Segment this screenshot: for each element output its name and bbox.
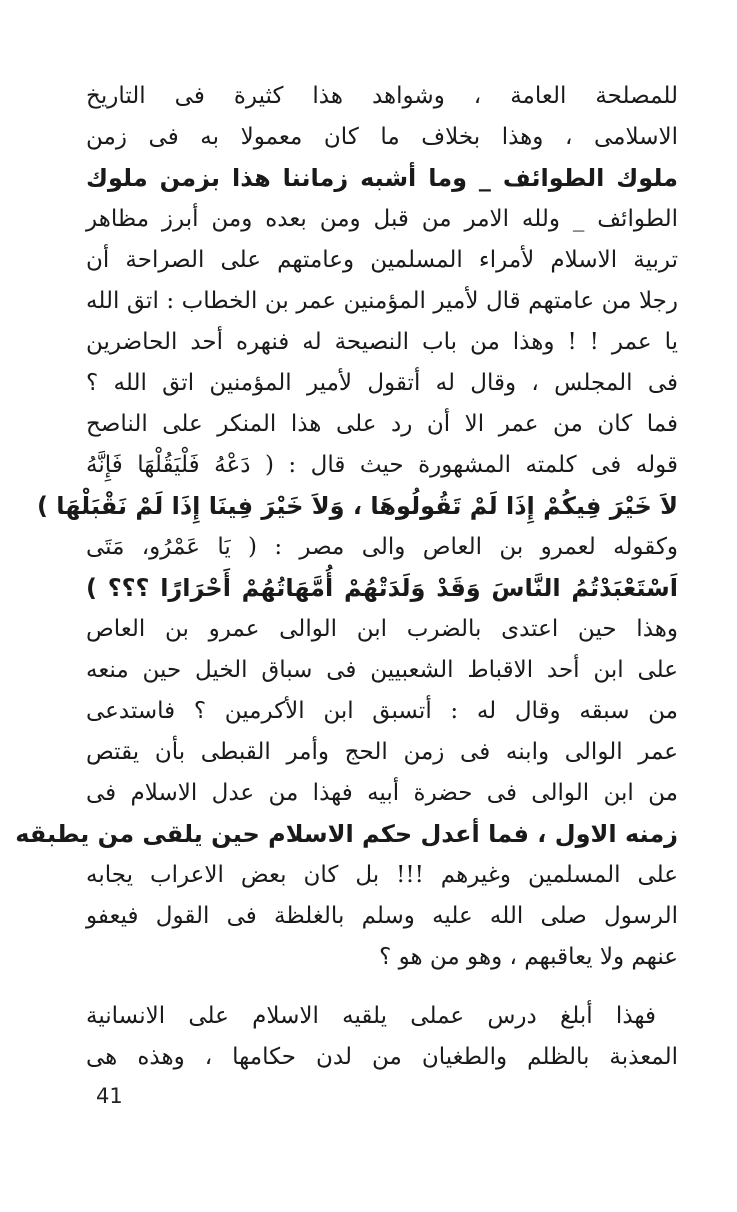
text-line-22: عنهم ولا يعاقبهم ، وهو من هو ؟ [379,944,678,970]
text-line-15: على ابن أحد الاقباط الشعبيين فى سباق الخيل حين منعه [86,657,678,683]
paragraph-gap [86,978,678,996]
paragraph2-line-2: المعذبة بالظلم والطغيان من لدن حكامها ، وهذه هى [86,1044,678,1070]
text-line-13: اَسْتَعْبَدْتُمُ النَّاسَ وَقَدْ وَلَدَتْهُمْ أُمَّهَاتُهُمْ أَحْرَارًا ؟؟؟ ) [86,574,678,602]
text-line-10: قوله فى كلمته المشهورة حيث قال : ( دَعْهُ فَلْيَقُلْهَا فَإِنَّهُ [86,452,678,478]
text-line-2: الاسلامى ، وهذا بخلاف ما كان معمولا به فى زمن [86,124,678,150]
text-line-3: ملوك الطوائف _ وما أشبه زماننا هذا بزمن ملوك [86,164,678,192]
text-line-4: الطوائف _ ولله الامر من قبل ومن بعده ومن أبرز مظاهر [86,206,678,232]
text-line-11: لاَ خَيْرَ فِيكُمْ إِذَا لَمْ تَقُولُوهَا ، وَلاَ خَيْرَ فِينَا إِذَا لَمْ نَقْبَلْهَا ) [36,492,678,520]
text-line-14: وهذا حين اعتدى بالضرب ابن الوالى عمرو بن العاص [86,616,678,642]
page-number: 41 [96,1084,123,1108]
text-line-21: الرسول صلى الله عليه وسلم بالغلظة فى القول فيعفو [86,903,678,929]
text-line-20: على المسلمين وغيرهم !!! بل كان بعض الاعراب يجابه [86,862,678,888]
text-line-7: يا عمر ! ! وهذا من باب النصيحة له فنهره أحد الحاضرين [86,329,678,355]
paragraph2-line-1: فهذا أبلغ درس عملى يلقيه الاسلام على الانسانية [86,1003,656,1029]
text-line-5: تربية الاسلام لأمراء المسلمين وعامتهم على الصراحة أن [86,247,678,273]
text-line-19: زمنه الاول ، فما أعدل حكم الاسلام حين يلقى من يطبقه [15,820,678,848]
text-line-17: عمر الوالى وابنه فى زمن الحج وأمر القبطى بأن يقتص [86,739,678,765]
text-line-16: من سبقه وقال له : أتسبق ابن الأكرمين ؟ فاستدعى [86,698,678,724]
text-line-9: فما كان من عمر الا أن رد على هذا المنكر على الناصح [86,411,678,437]
body-text [15,76,678,1078]
text-line-18: من ابن الوالى فى حضرة أبيه فهذا من عدل الاسلام فى [86,780,678,806]
text-line-8: فى المجلس ، وقال له أتقول لأمير المؤمنين اتق الله ؟ [86,370,678,396]
text-line-12: وكقوله لعمرو بن العاص والى مصر : ( يَا عَمْرُو، مَتَى [86,534,678,560]
text-line-1: للمصلحة العامة ، وشواهد هذا كثيرة فى التاريخ [86,83,678,109]
text-line-6: رجلا من عامتهم قال لأمير المؤمنين عمر بن الخطاب : اتق الله [86,288,678,314]
